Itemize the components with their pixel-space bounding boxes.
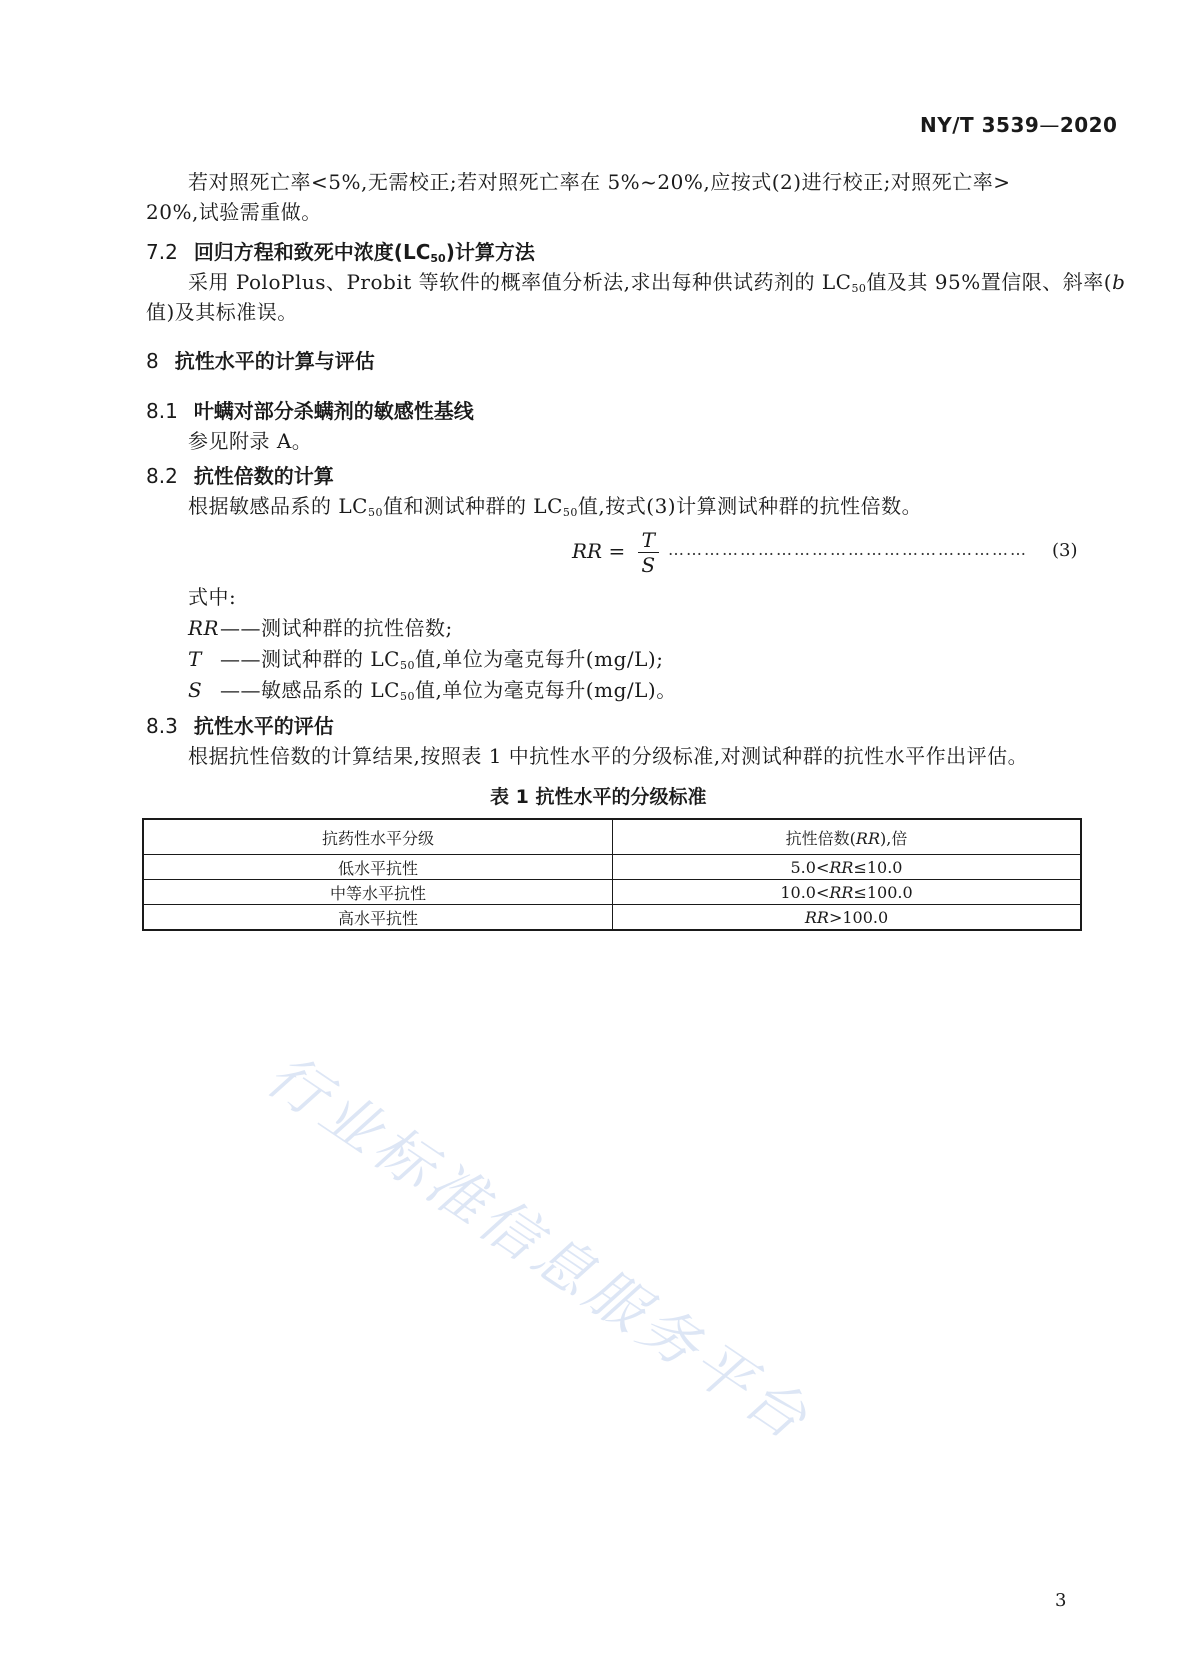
cell-range	[613, 905, 1082, 931]
code-separator: —	[1039, 113, 1060, 137]
where-symbol: S	[188, 678, 203, 702]
section-7-2-heading	[146, 236, 535, 265]
table-row	[143, 880, 1081, 905]
formula-fraction	[638, 528, 659, 577]
table-header-row	[143, 819, 1081, 855]
where-desc: 值,单位为毫克每升(mg/L)。	[414, 678, 677, 702]
para-8-1: 参见附录 A。	[188, 429, 313, 453]
where-symbol: T	[188, 647, 202, 671]
text-part: 值,按式(3)计算测试种群的抗性倍数。	[577, 494, 923, 518]
text-part: ≤100.0	[853, 882, 913, 902]
where-desc: 值,单位为毫克每升(mg/L);	[414, 647, 664, 671]
section-title-b: )计算方法	[445, 240, 535, 264]
table-row	[143, 905, 1081, 931]
code-number: 3539	[981, 113, 1040, 137]
italic-symbol: RR	[829, 857, 854, 877]
text-part: 值和测试种群的 LC	[382, 494, 563, 518]
cell-level: 低水平抗性	[143, 855, 613, 880]
text-part: ),倍	[880, 828, 908, 848]
where-dash: ——	[220, 616, 261, 640]
para-7-1-line1: 若对照死亡率<5%,无需校正;若对照死亡率在 5%~20%,应按式(2)进行校正;对照死亡率>	[188, 170, 1011, 194]
subscript: 50	[851, 282, 867, 295]
section-number: 8.3	[146, 714, 178, 738]
resistance-grading-table	[142, 818, 1082, 931]
cell-level: 中等水平抗性	[143, 880, 613, 905]
text-part: 值及其 95%置信限、斜率(	[866, 270, 1113, 294]
formula-equals: =	[608, 539, 626, 563]
column-header-ratio	[613, 819, 1082, 855]
section-8-2-heading	[146, 460, 334, 489]
para-8-3: 根据抗性倍数的计算结果,按照表 1 中抗性水平的分级标准,对测试种群的抗性水平作出评估。	[188, 744, 1029, 768]
where-desc: 测试种群的抗性倍数;	[261, 616, 453, 640]
italic-symbol: RR	[855, 828, 880, 848]
section-title: 抗性水平的计算与评估	[174, 349, 375, 373]
formula-label: (3)	[1052, 540, 1078, 561]
section-title: 抗性倍数的计算	[193, 464, 334, 488]
cell-range	[613, 880, 1082, 905]
subscript: 50	[399, 659, 415, 672]
section-number: 8.1	[146, 399, 178, 423]
text-part: >100.0	[828, 907, 889, 927]
italic-symbol: RR	[829, 882, 854, 902]
text-part: 根据敏感品系的 LC	[188, 494, 368, 518]
italic-symbol: b	[1112, 270, 1126, 294]
where-item	[188, 614, 453, 642]
section-title: 叶螨对部分杀螨剂的敏感性基线	[193, 399, 474, 423]
para-7-1-line2: 20%,试验需重做。	[146, 200, 322, 224]
text-part: 5.0<	[790, 857, 830, 877]
subscript: 50	[562, 506, 578, 519]
text-part: 抗性倍数(	[785, 828, 856, 848]
where-item	[188, 645, 663, 680]
where-desc: 测试种群的 LC	[261, 647, 400, 671]
where-dash: ——	[220, 678, 261, 702]
section-8-1-heading	[146, 395, 474, 424]
section-title: 抗性水平的评估	[193, 714, 334, 738]
section-8-heading	[146, 345, 375, 374]
where-desc: 敏感品系的 LC	[261, 678, 400, 702]
formula-leaders: ……………………………………………………	[668, 540, 1028, 559]
para-7-2-line2: 值)及其标准误。	[146, 300, 298, 324]
where-item	[188, 676, 677, 711]
code-year: 2020	[1059, 113, 1118, 137]
table-row	[143, 855, 1081, 880]
watermark-text: 行业标准信息服务平台	[254, 1040, 824, 1456]
formula-lhs: RR	[572, 539, 603, 563]
subscript: 50	[367, 506, 383, 519]
where-intro: 式中:	[188, 585, 237, 609]
text-part: ≤10.0	[853, 857, 903, 877]
table-caption: 表 1 抗性水平的分级标准	[490, 786, 707, 808]
cell-level: 高水平抗性	[143, 905, 613, 931]
subscript: 50	[399, 690, 415, 703]
section-8-3-heading	[146, 710, 334, 739]
formula-numerator: T	[638, 528, 659, 553]
section-title-sub: 50	[430, 252, 446, 265]
section-number: 7.2	[146, 240, 178, 264]
page-number: 3	[1055, 1590, 1067, 1611]
text-part: 10.0<	[780, 882, 830, 902]
italic-symbol: RR	[804, 907, 829, 927]
where-symbol: RR	[188, 616, 220, 640]
text-part: 采用 PoloPlus、Probit 等软件的概率值分析法,求出每种供试药剂的 LC	[188, 270, 852, 294]
para-7-2-line1	[188, 268, 1125, 303]
where-dash: ——	[220, 647, 261, 671]
section-number: 8	[146, 349, 159, 373]
cell-range	[613, 855, 1082, 880]
document-code	[920, 113, 1117, 137]
formula-3	[572, 528, 659, 577]
formula-denominator: S	[641, 553, 656, 577]
section-title-a: 回归方程和致死中浓度(LC	[193, 240, 431, 264]
section-number: 8.2	[146, 464, 178, 488]
column-header-level: 抗药性水平分级	[143, 819, 613, 855]
code-prefix: NY/T	[920, 113, 975, 137]
para-8-2	[188, 492, 922, 527]
